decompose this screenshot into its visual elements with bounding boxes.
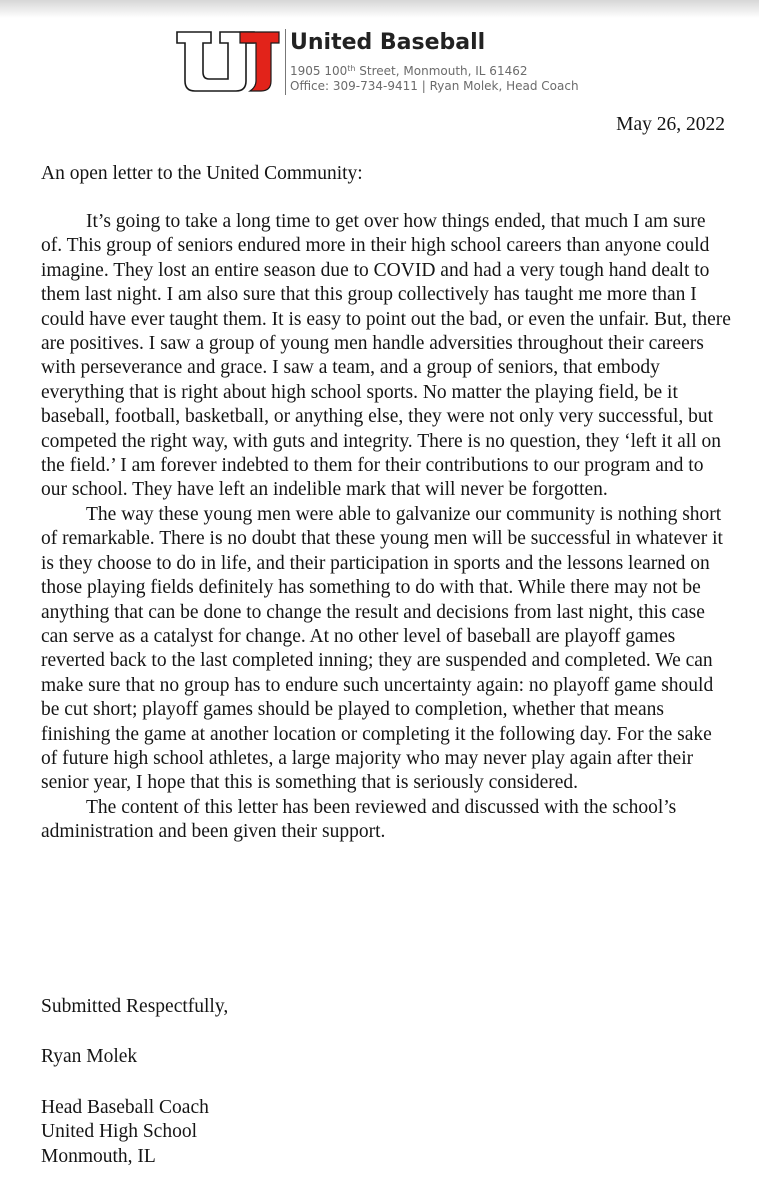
salutation: An open letter to the United Community:	[41, 163, 363, 184]
office-line: Office: 309-734-9411 | Ryan Molek, Head Coach	[290, 79, 579, 93]
signature-block	[41, 1096, 209, 1169]
paragraph-1: It’s going to take a long time to get over how things ended, that much I am sure of. This group of seniors endured more in their high school careers than anyone could imagine. They lost an entire season due to COVID and had a very tough hand dealt to them last night. I am also sure that this group collectively has taught me more than I could have ever taught them. It is easy to point out the bad, or even the unfair. But, there are positives. I saw a group of young men handle adversities throughout their careers with perseverance and grace. I saw a team, and a group of seniors, that embody everything that is right about high school sports. No matter the playing field, be it baseball, football, basketball, or anything else, they were not only very successful, but competed the right way, with guts and integrity. There is no question, they ‘left it all on the field.’ I am forever indebted to them for their contributions to our program and to our school. They have left an indelible mark that will never be forgotten.	[41, 211, 731, 501]
letterhead	[0, 0, 759, 110]
letterhead-divider	[285, 29, 286, 95]
letter-date: May 26, 2022	[616, 114, 725, 135]
signer-school: United High School	[41, 1121, 197, 1143]
closing: Submitted Respectfully,	[41, 996, 229, 1017]
paragraph-3: The content of this letter has been reviewed and discussed with the school’s administration and been given their support.	[41, 796, 677, 843]
signer-location: Monmouth, IL	[41, 1145, 156, 1167]
paragraph-2: The way these young men were able to galvanize our community is nothing short of remarkable. There is no doubt that these young men will be successful in whatever it is they choose to do in life, and their participation in sports and the lessons learned on those playing fields definitely has something to do with that. While there may not be anything that can be done to change the result and decisions from last night, this case can serve as a catalyst for change. At no other level of baseball are playoff games reverted back to the last completed inning; they are suspended and completed. We can make sure that no group has to endure such uncertainty again: no playoff game should be cut short; playoff games should be played to completion, whether that means finishing the game at another location or completing it the following day. For the sake of future high school athletes, a large majority who may never play again after their senior year, I hope that this is something that is seriously considered.	[41, 503, 723, 794]
signer-title: Head Baseball Coach	[41, 1097, 209, 1118]
letter-body	[41, 210, 731, 845]
signer-name: Ryan Molek	[41, 1046, 138, 1067]
united-u-logo	[176, 30, 280, 92]
address-line: 1905 100th Street, Monmouth, IL 61462	[290, 64, 528, 78]
org-name: United Baseball	[290, 30, 486, 55]
